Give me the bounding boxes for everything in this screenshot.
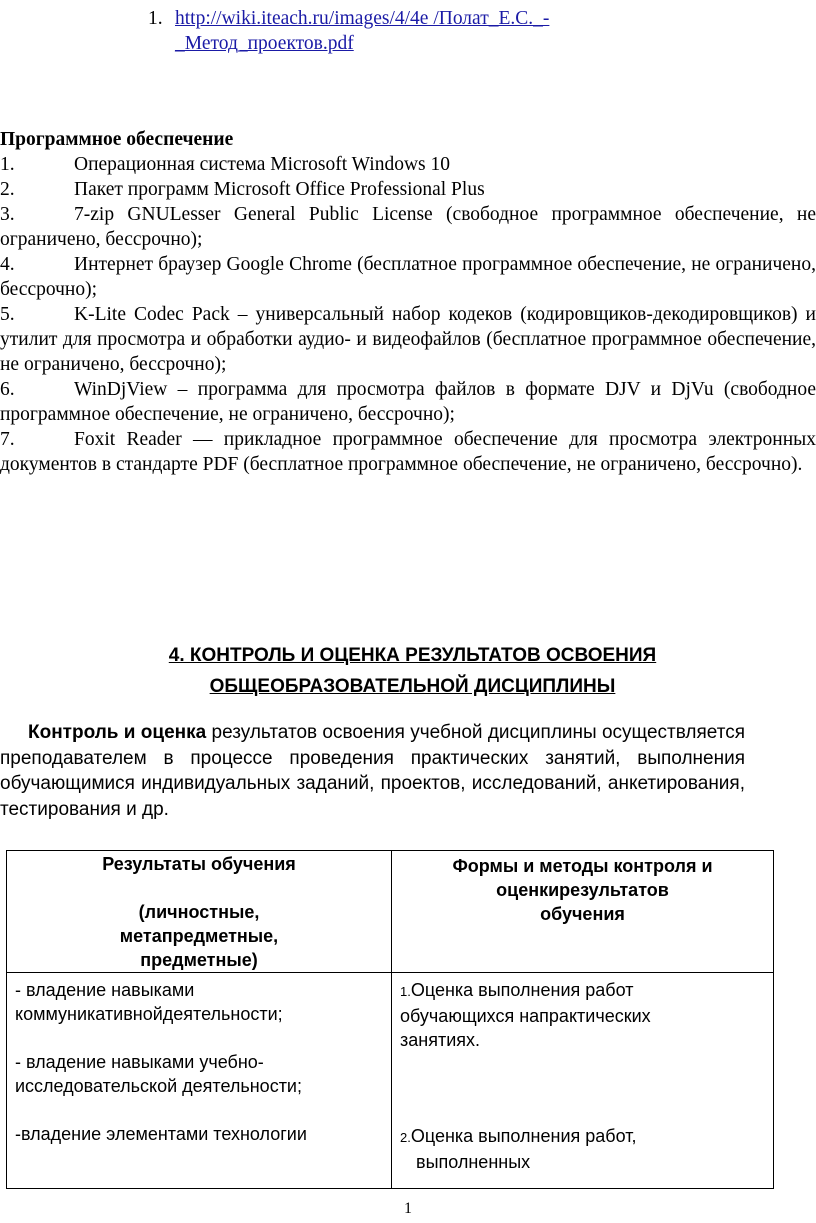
software-item-number: 3. (0, 204, 15, 225)
col2-header (392, 851, 774, 973)
software-item-number: 7. (0, 429, 15, 450)
method-line: Оценка выполнения работ, (410, 1126, 637, 1146)
software-item (0, 177, 816, 202)
result-item: - владение навыками учебно- исследовательской деятельности; (15, 1052, 302, 1096)
software-item-text: WinDjView – программа для просмотра файлов в формате DJV и DjVu (свободное программное обеспечение, не ограничено, бессрочно); (0, 379, 816, 425)
software-item-text: Интернет браузер Google Chrome (бесплатное программное обеспечение, не ограничено, бессрочно); (0, 254, 816, 300)
section-title (60, 640, 765, 702)
method-item (400, 978, 765, 1052)
software-item-text: Пакет программ Microsoft Office Professional Plus (74, 179, 485, 200)
method-line: обучающихся напрактических (400, 1006, 651, 1026)
software-item-text: Foxit Reader — прикладное программное обеспечение для просмотра электронных документов в стандарте PDF (бесплатное программное обеспечение, не ограничено, бессрочно). (0, 429, 816, 475)
results-cell (7, 973, 392, 1189)
method-line: Оценка выполнения работ (410, 980, 634, 1000)
methods-cell (392, 973, 774, 1189)
software-item (0, 252, 816, 302)
col2-header-line1: Формы и методы контроля и (452, 856, 713, 876)
control-table (6, 850, 774, 1189)
col1-header-line2: (личностные, (138, 902, 260, 922)
col2-header-line2: оценкирезультатов (496, 880, 669, 900)
col1-header-line4: предметные) (140, 950, 258, 970)
software-item (0, 427, 816, 477)
result-item: - владение навыками коммуникативнойдеятельности; (15, 980, 283, 1024)
software-item-text: 7-zip GNULesser General Public License (свободное программное обеспечение, не ограничено, бессрочно); (0, 204, 816, 250)
software-item-number: 6. (0, 379, 15, 400)
col1-header-line3: метапредметные, (119, 926, 279, 946)
table-row (7, 973, 774, 1189)
col1-header-line1: Результаты обучения (102, 854, 296, 874)
reference-link-line2[interactable]: _Метод_проектов.pdf (175, 33, 354, 54)
section-title-line2: ОБЩЕОБРАЗОВАТЕЛЬНОЙ ДИСЦИПЛИНЫ (209, 676, 616, 697)
software-item-number: 1. (0, 154, 15, 175)
software-item-text: Операционная система Microsoft Windows 10 (74, 154, 450, 175)
software-item-number: 2. (0, 179, 15, 200)
software-section (0, 127, 816, 477)
software-item-text: K-Lite Codec Pack – универсальный набор кодеков (кодировщиков-декодировщиков) и утилит для просмотра и обработки аудио- и видеофайлов (бесплатное программное обеспечение, не ограничено, бессрочно); (0, 304, 816, 375)
intro-paragraph (0, 720, 745, 822)
method-line: выполненных (416, 1152, 531, 1172)
method-number: 2. (400, 1130, 411, 1145)
software-item (0, 202, 816, 252)
software-item-number: 5. (0, 304, 15, 325)
section-title-line1: 4. КОНТРОЛЬ И ОЦЕНКА РЕЗУЛЬТАТОВ ОСВОЕНИЯ (168, 645, 657, 666)
intro-bold: Контроль и оценка (28, 722, 207, 743)
page-number: 1 (404, 1200, 412, 1217)
software-item (0, 377, 816, 427)
result-item: -владение элементами технологии (15, 1124, 307, 1144)
reference-link[interactable] (175, 6, 625, 56)
software-item (0, 302, 816, 377)
table-header-row (7, 851, 774, 973)
col1-header (7, 851, 392, 973)
reference-number: 1. (148, 8, 163, 29)
method-number: 1. (400, 984, 411, 999)
intro-text: результатов освоения учебной дисциплины осуществляется преподавателем в процессе проведения практических занятий, выполнения обучающимися индивидуальных заданий, проектов, исследований, анкетирования, тестирования и др. (0, 722, 745, 820)
method-line: занятиях. (400, 1030, 480, 1050)
reference-link-line1[interactable]: http://wiki.iteach.ru/images/4/4e /Полат_Е.С._- (175, 8, 550, 29)
software-item-number: 4. (0, 254, 15, 275)
software-heading: Программное обеспечение (0, 129, 234, 150)
software-item (0, 152, 816, 177)
col2-header-line3: обучения (540, 904, 625, 924)
method-item (400, 1124, 765, 1174)
